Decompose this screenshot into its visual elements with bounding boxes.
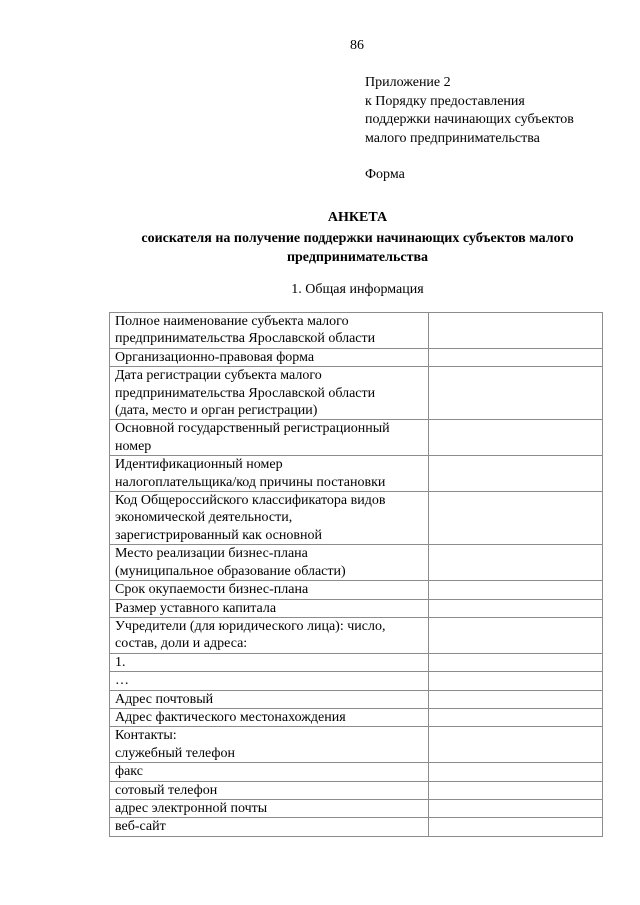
field-label-line: налогоплательщика/код причины постановки: [115, 474, 386, 490]
field-label: [110, 708, 429, 726]
table-row: [110, 348, 603, 366]
field-label: [110, 690, 429, 708]
field-label: [110, 420, 429, 456]
field-value[interactable]: [429, 420, 603, 456]
field-label-line: Идентификационный номер: [115, 457, 283, 473]
field-value[interactable]: [429, 727, 603, 763]
appendix-line: к Порядку предоставления: [365, 93, 525, 109]
table-row: [110, 708, 603, 726]
field-label: [110, 492, 429, 545]
table-row: [110, 599, 603, 617]
document-subtitle: [100, 230, 615, 267]
field-label: [110, 727, 429, 763]
field-label-line: Основной государственный регистрационный: [115, 421, 390, 437]
field-label-line: Срок окупаемости бизнес-плана: [115, 582, 309, 598]
field-value[interactable]: [429, 672, 603, 690]
general-info-table: [109, 312, 603, 837]
field-label-line: состав, доли и адреса:: [115, 636, 248, 652]
field-label-line: …: [115, 673, 129, 689]
field-label: [110, 653, 429, 671]
form-label: Форма: [365, 167, 405, 182]
field-label: [110, 545, 429, 581]
field-value[interactable]: [429, 348, 603, 366]
table-row: [110, 367, 603, 420]
field-label-line: Адрес почтовый: [115, 691, 214, 707]
page-number: 86: [350, 38, 364, 53]
table-row: [110, 672, 603, 690]
field-label: [110, 617, 429, 653]
appendix-header: [365, 74, 574, 185]
field-label-line: адрес электронной почты: [115, 800, 268, 816]
field-label: [110, 818, 429, 836]
field-label: [110, 456, 429, 492]
field-label: [110, 348, 429, 366]
table-row: [110, 617, 603, 653]
field-value[interactable]: [429, 581, 603, 599]
table-row: [110, 690, 603, 708]
subtitle-line: предпринимательства: [286, 249, 429, 265]
field-label-line: служебный телефон: [115, 745, 235, 761]
field-label-line: (дата, место и орган регистрации): [115, 403, 318, 419]
field-label-line: сотовый телефон: [115, 782, 218, 798]
field-label-line: предпринимательства Ярославской области: [115, 385, 376, 401]
field-label-line: Контакты:: [115, 728, 177, 744]
table-row: [110, 763, 603, 781]
field-value[interactable]: [429, 708, 603, 726]
field-label-line: Организационно-правовая форма: [115, 349, 315, 365]
field-value[interactable]: [429, 818, 603, 836]
field-label-line: Размер уставного капитала: [115, 600, 277, 616]
table-row: [110, 818, 603, 836]
field-label-line: (муниципальное образование области): [115, 563, 346, 579]
field-label: [110, 599, 429, 617]
field-value[interactable]: [429, 367, 603, 420]
field-value[interactable]: [429, 653, 603, 671]
field-value[interactable]: [429, 690, 603, 708]
field-value[interactable]: [429, 456, 603, 492]
table-row: [110, 727, 603, 763]
field-label-line: предпринимательства Ярославской области: [115, 331, 376, 347]
appendix-line: поддержки начинающих субъектов: [365, 112, 574, 127]
table-row: [110, 456, 603, 492]
field-label-line: зарегистрированный как основной: [115, 527, 322, 543]
field-label-line: факс: [115, 764, 143, 780]
document-title: АНКЕТА: [327, 210, 388, 225]
field-label-line: Место реализации бизнес-плана: [115, 546, 308, 562]
field-label: [110, 799, 429, 817]
field-label-line: 1.: [115, 654, 126, 670]
field-value[interactable]: [429, 492, 603, 545]
field-value[interactable]: [429, 545, 603, 581]
table-row: [110, 581, 603, 599]
appendix-line: малого предпринимательства: [365, 130, 540, 146]
section-title: 1. Общая информация: [291, 282, 424, 297]
table-row: [110, 492, 603, 545]
field-value[interactable]: [429, 313, 603, 349]
table-row: [110, 653, 603, 671]
field-label-line: номер: [115, 438, 152, 454]
field-value[interactable]: [429, 799, 603, 817]
table-row: [110, 799, 603, 817]
appendix-line: Приложение 2: [365, 75, 451, 90]
field-value[interactable]: [429, 781, 603, 799]
table-row: [110, 313, 603, 349]
field-label: [110, 763, 429, 781]
field-label-line: экономической деятельности,: [115, 510, 293, 526]
table-row: [110, 545, 603, 581]
field-label: [110, 781, 429, 799]
field-label-line: Код Общероссийского классификатора видов: [115, 493, 386, 509]
table-row: [110, 781, 603, 799]
field-label-line: Полное наименование субъекта малого: [115, 314, 349, 329]
field-label: [110, 672, 429, 690]
field-label-line: веб-сайт: [115, 819, 166, 835]
table-row: [110, 420, 603, 456]
field-label-line: Дата регистрации субъекта малого: [115, 368, 322, 384]
field-label: [110, 367, 429, 420]
field-value[interactable]: [429, 599, 603, 617]
field-label-line: Адрес фактического местонахождения: [115, 709, 346, 725]
field-label: [110, 581, 429, 599]
field-label: [110, 313, 429, 349]
field-value[interactable]: [429, 763, 603, 781]
field-label-line: Учредители (для юридического лица): число,: [115, 618, 386, 634]
field-value[interactable]: [429, 617, 603, 653]
subtitle-line: соискателя на получение поддержки начинающих субъектов малого: [141, 231, 574, 246]
